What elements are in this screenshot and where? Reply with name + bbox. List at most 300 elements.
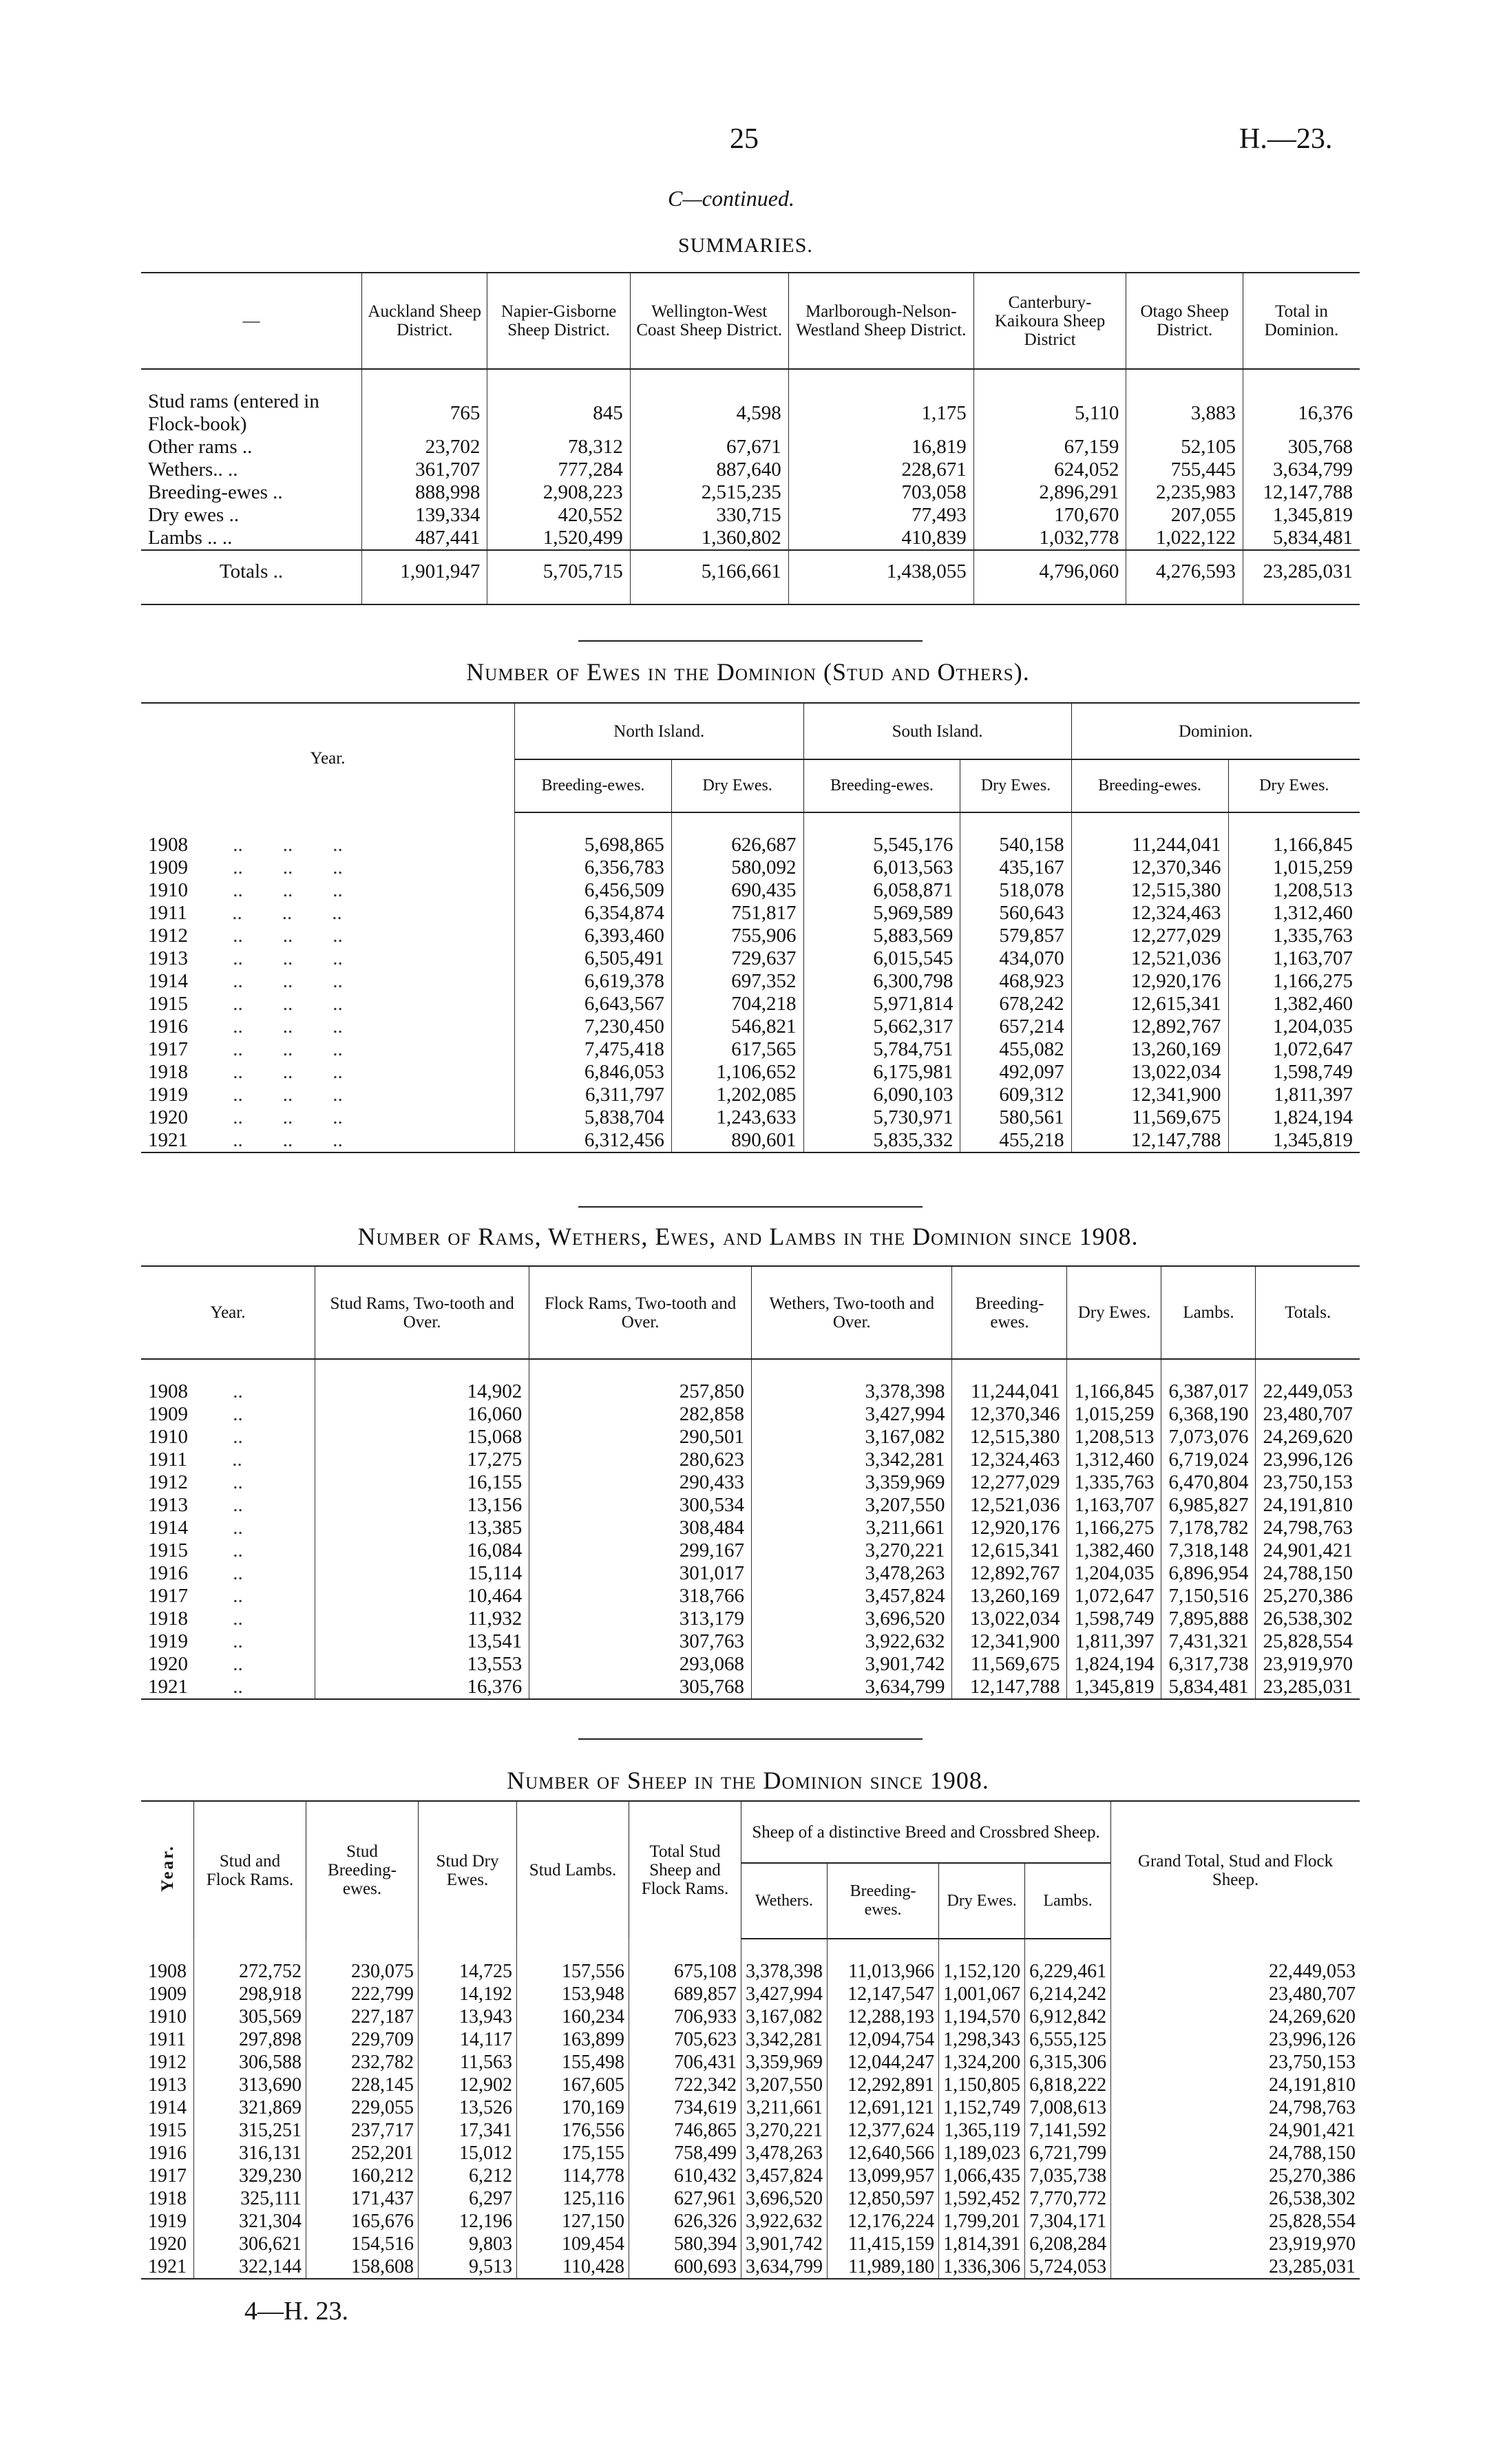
document-reference: H.—23. (1239, 123, 1333, 155)
cell-value: 26,538,302 (1111, 2187, 1360, 2210)
cell-value: 703,058 (788, 481, 973, 504)
year-label: 1914 (148, 2097, 187, 2118)
flock-rams-header: Flock Rams, Two-tooth and Over. (529, 1266, 752, 1359)
cell-value: 6,619,378 (515, 970, 672, 993)
cell-value: 7,304,171 (1025, 2210, 1111, 2233)
cell-value: 306,588 (194, 2051, 306, 2074)
cell-value: 560,643 (960, 902, 1071, 925)
cell-value: 1,072,647 (1228, 1038, 1360, 1061)
cell-value: 1,824,194 (1067, 1653, 1161, 1676)
cell-value: 1,811,397 (1067, 1630, 1161, 1653)
cell-value: 167,605 (517, 2074, 629, 2096)
page-header (0, 123, 1496, 164)
cell-value: 7,770,772 (1025, 2187, 1111, 2210)
grand-total-header: Grand Total, Stud and Flock Sheep. (1111, 1801, 1360, 1939)
table-row (141, 2005, 1360, 2028)
leader-dots: .. .. .. (188, 1038, 343, 1060)
cell-value: 1,066,435 (939, 2165, 1025, 2187)
cell-value: 25,270,386 (1256, 1585, 1360, 1608)
cell-value: 22,449,053 (1256, 1380, 1360, 1403)
leader-dots: .. (188, 1380, 243, 1402)
cell-value: 3,457,824 (752, 1585, 952, 1608)
cell-value: 11,569,675 (1071, 1106, 1228, 1129)
cell-value: 361,707 (362, 459, 487, 481)
year-label: 1919 (148, 1630, 188, 1652)
cell-value: 171,437 (306, 2187, 419, 2210)
cell-value: 17,341 (419, 2119, 517, 2142)
ewes-table (141, 702, 1360, 1153)
cell-value: 626,326 (629, 2210, 741, 2233)
cell-value: 24,191,810 (1256, 1494, 1360, 1517)
cell-value: 23,285,031 (1256, 1676, 1360, 1699)
header-auckland: Auckland Sheep District. (362, 273, 487, 369)
cell-value: 12,147,547 (828, 1983, 939, 2005)
cell-value: 5,662,317 (803, 1015, 960, 1038)
cell-value: 26,538,302 (1256, 1608, 1360, 1630)
cell-value: 15,068 (315, 1426, 529, 1449)
cell-value: 546,821 (671, 1015, 803, 1038)
cell-value: 13,099,957 (828, 2165, 939, 2187)
table-row (141, 459, 1360, 481)
table-row (141, 1539, 1360, 1562)
cell-value: 1,150,805 (939, 2074, 1025, 2096)
cell-value: 1,243,633 (671, 1106, 803, 1129)
cell-value: 14,902 (315, 1380, 529, 1403)
cell-value: 329,230 (194, 2165, 306, 2187)
cell-value: 690,435 (671, 879, 803, 902)
cell-value: 3,922,632 (741, 2210, 828, 2233)
cell-value: 6,175,981 (803, 1061, 960, 1084)
cell-value: 579,857 (960, 925, 1071, 947)
table-row (141, 2142, 1360, 2165)
leader-dots: .. .. .. (188, 1084, 343, 1106)
year-cell (141, 2074, 194, 2096)
cell-value: 7,073,076 (1161, 1426, 1256, 1449)
cell-value: 237,717 (306, 2119, 419, 2142)
cell-value: 1,324,200 (939, 2051, 1025, 2074)
cell-value: 624,052 (973, 459, 1126, 481)
stud-dry-ewes-header: Stud Dry Ewes. (419, 1801, 517, 1939)
cell-value: 12,521,036 (1071, 947, 1228, 970)
cell-value: 315,251 (194, 2119, 306, 2142)
cell-value: 1,208,513 (1228, 879, 1360, 902)
cell-value: 1,799,201 (939, 2210, 1025, 2233)
leader-dots: .. (188, 1562, 243, 1584)
cell-value: 13,156 (315, 1494, 529, 1517)
cell-value: 305,768 (529, 1676, 752, 1699)
header-wellington: Wellington-West Coast Sheep District. (630, 273, 788, 369)
cell-value: 1,194,570 (939, 2005, 1025, 2028)
cell-value: 3,342,281 (741, 2028, 828, 2051)
year-label: 1909 (148, 1403, 188, 1425)
year-label: 1913 (148, 947, 188, 969)
cell-value: 13,943 (419, 2005, 517, 2028)
leader-dots: .. (188, 1630, 243, 1652)
cell-value: 12,292,891 (828, 2074, 939, 2096)
cell-value: 127,150 (517, 2210, 629, 2233)
cell-value: 1,336,306 (939, 2255, 1025, 2279)
table-row (141, 2187, 1360, 2210)
year-cell (141, 1449, 315, 1471)
cell-value: 13,526 (419, 2096, 517, 2119)
cell-value: 1,382,460 (1228, 993, 1360, 1015)
cell-value: 230,075 (306, 1960, 419, 1983)
cell-value: 3,378,398 (752, 1380, 952, 1403)
ewes-table-title: Number of Ewes in the Dominion (Stud and Others). (466, 658, 1030, 686)
total-value: 1,438,055 (788, 550, 973, 604)
cell-value: 306,621 (194, 2233, 306, 2255)
ni-breeding-header: Breeding-ewes. (515, 759, 672, 812)
continued-label: C—continued. (668, 186, 794, 211)
cell-value: 13,260,169 (1071, 1038, 1228, 1061)
total-value: 1,901,947 (362, 550, 487, 604)
total-value: 5,705,715 (487, 550, 630, 604)
cell-value: 6,470,804 (1161, 1471, 1256, 1494)
year-header: Year. (141, 1801, 194, 1939)
cell-value: 755,906 (671, 925, 803, 947)
cell-value: 257,850 (529, 1380, 752, 1403)
lambs-header: Lambs. (1161, 1266, 1256, 1359)
cell-value: 1,189,023 (939, 2142, 1025, 2165)
cell-value: 301,017 (529, 1562, 752, 1585)
year-label: 1908 (148, 1961, 187, 1982)
cell-value: 23,750,153 (1111, 2051, 1360, 2074)
cell-value: 12,370,346 (1071, 856, 1228, 879)
cell-value: 3,883 (1126, 390, 1243, 436)
cell-value: 12,615,341 (1071, 993, 1228, 1015)
cell-value: 229,055 (306, 2096, 419, 2119)
cell-value: 282,858 (529, 1403, 752, 1426)
cell-value: 313,690 (194, 2074, 306, 2096)
cell-value: 12,920,176 (952, 1517, 1067, 1539)
cell-value: 114,778 (517, 2165, 629, 2187)
year-cell (141, 2233, 194, 2255)
cell-value: 675,108 (629, 1960, 741, 1983)
cell-value: 1,152,120 (939, 1960, 1025, 1983)
cell-value: 1,598,749 (1228, 1061, 1360, 1084)
cell-value: 2,235,983 (1126, 481, 1243, 504)
cell-value: 158,608 (306, 2255, 419, 2279)
cell-value: 6,214,242 (1025, 1983, 1111, 2005)
cell-value: 3,270,221 (752, 1539, 952, 1562)
year-label: 1921 (148, 2256, 187, 2277)
cell-value: 3,167,082 (752, 1426, 952, 1449)
cell-value: 888,998 (362, 481, 487, 504)
table-row (141, 2096, 1360, 2119)
row-label: Dry ewes .. (148, 504, 240, 526)
cell-value: 14,192 (419, 1983, 517, 2005)
leader-dots: .. (188, 1426, 243, 1448)
cell-value: 5,969,589 (803, 902, 960, 925)
cell-value: 297,898 (194, 2028, 306, 2051)
cell-value: 12,640,566 (828, 2142, 939, 2165)
cell-value: 222,799 (306, 1983, 419, 2005)
table-row (141, 1106, 1360, 1129)
cell-value: 6,229,461 (1025, 1960, 1111, 1983)
cell-value: 12,147,788 (1071, 1129, 1228, 1152)
cell-value: 52,105 (1126, 436, 1243, 459)
year-cell (141, 1608, 315, 1630)
cell-value: 160,234 (517, 2005, 629, 2028)
cell-value: 12,515,380 (1071, 879, 1228, 902)
cell-value: 706,431 (629, 2051, 741, 2074)
cell-value: 12,147,788 (1243, 481, 1360, 504)
year-cell (141, 1653, 315, 1676)
table-row (141, 2255, 1360, 2279)
cell-value: 3,427,994 (752, 1403, 952, 1426)
cell-value: 3,696,520 (741, 2187, 828, 2210)
cell-value: 16,155 (315, 1471, 529, 1494)
cell-value: 758,499 (629, 2142, 741, 2165)
cell-value: 1,022,122 (1126, 527, 1243, 550)
year-label: 1910 (148, 2006, 187, 2028)
table-row (141, 970, 1360, 993)
table-row (141, 947, 1360, 970)
cell-value: 125,116 (517, 2187, 629, 2210)
year-cell (141, 1471, 315, 1494)
cell-value: 11,013,966 (828, 1960, 939, 1983)
cell-value: 13,022,034 (952, 1608, 1067, 1630)
cell-value: 5,110 (973, 390, 1126, 436)
cell-value: 157,556 (517, 1960, 629, 1983)
leader-dots: .. .. .. (188, 993, 343, 1015)
cell-value: 1,202,085 (671, 1084, 803, 1106)
year-cell (141, 2187, 194, 2210)
cell-value: 7,431,321 (1161, 1630, 1256, 1653)
year-cell (141, 1585, 315, 1608)
cell-value: 16,060 (315, 1403, 529, 1426)
table-row (141, 1630, 1360, 1653)
cell-value: 5,545,176 (803, 834, 960, 856)
stud-lambs-header: Stud Lambs. (517, 1801, 629, 1939)
cell-value: 6,643,567 (515, 993, 672, 1015)
cell-value: 290,501 (529, 1426, 752, 1449)
cell-value: 6,013,563 (803, 856, 960, 879)
year-cell (141, 1676, 315, 1699)
cell-value: 1,382,460 (1067, 1539, 1161, 1562)
year-label: 1915 (148, 1539, 188, 1561)
cell-value: 176,556 (517, 2119, 629, 2142)
cell-value: 9,803 (419, 2233, 517, 2255)
cell-value: 580,561 (960, 1106, 1071, 1129)
cell-value: 6,354,874 (515, 902, 672, 925)
year-cell (141, 925, 515, 947)
cell-value: 16,376 (1243, 390, 1360, 436)
table-row (141, 1129, 1360, 1152)
cell-value: 7,141,592 (1025, 2119, 1111, 2142)
cell-value: 12,196 (419, 2210, 517, 2233)
leader-dots: .. (188, 1403, 243, 1425)
table-row (141, 1403, 1360, 1426)
cell-value: 887,640 (630, 459, 788, 481)
cell-value: 12,515,380 (952, 1426, 1067, 1449)
divider (578, 1206, 923, 1208)
year-cell (141, 2051, 194, 2074)
cell-value: 11,244,041 (952, 1380, 1067, 1403)
year-label: 1915 (148, 2120, 187, 2141)
cell-value: 12,615,341 (952, 1539, 1067, 1562)
cell-value: 16,084 (315, 1539, 529, 1562)
cell-value: 729,637 (671, 947, 803, 970)
cell-value: 22,449,053 (1111, 1960, 1360, 1983)
cell-value: 12,147,788 (952, 1676, 1067, 1699)
cell-value: 14,117 (419, 2028, 517, 2051)
year-label: 1913 (148, 1494, 188, 1516)
cell-value: 12,094,754 (828, 2028, 939, 2051)
cell-value: 175,155 (517, 2142, 629, 2165)
cell-value: 434,070 (960, 947, 1071, 970)
cell-value: 6,356,783 (515, 856, 672, 879)
cell-value: 6,456,509 (515, 879, 672, 902)
cell-value: 3,427,994 (741, 1983, 828, 2005)
cell-value: 7,318,148 (1161, 1539, 1256, 1562)
cell-value: 1,365,119 (939, 2119, 1025, 2142)
cell-value: 518,078 (960, 879, 1071, 902)
blank-header: — (141, 273, 362, 369)
year-label: 1917 (148, 2165, 187, 2187)
table-row (141, 1585, 1360, 1608)
year-label: 1910 (148, 1426, 188, 1448)
cell-value: 160,212 (306, 2165, 419, 2187)
cell-value: 6,015,545 (803, 947, 960, 970)
cell-value: 3,634,799 (752, 1676, 952, 1699)
year-cell (141, 1106, 515, 1129)
cell-value: 5,730,971 (803, 1106, 960, 1129)
cell-value: 455,082 (960, 1038, 1071, 1061)
cell-value: 7,178,782 (1161, 1517, 1256, 1539)
leader-dots: .. .. .. (188, 1129, 343, 1151)
cell-value: 3,342,281 (752, 1449, 952, 1471)
year-label: 1911 (148, 2029, 186, 2050)
leader-dots: .. (188, 1608, 243, 1630)
cell-value: 6,311,797 (515, 1084, 672, 1106)
year-label: 1909 (148, 1983, 187, 2005)
cell-value: 1,814,391 (939, 2233, 1025, 2255)
cell-value: 580,394 (629, 2233, 741, 2255)
cell-value: 24,798,763 (1256, 1517, 1360, 1539)
table-row (141, 1449, 1360, 1471)
stud-breeding-ewes-header: Stud Breeding-ewes. (306, 1801, 419, 1939)
cell-value: 609,312 (960, 1084, 1071, 1106)
table-row (141, 1426, 1360, 1449)
year-cell (141, 970, 515, 993)
table-row (141, 390, 1360, 436)
cell-value: 6,387,017 (1161, 1380, 1256, 1403)
cell-value: 24,798,763 (1111, 2096, 1360, 2119)
cell-value: 11,244,041 (1071, 834, 1228, 856)
cell-value: 316,131 (194, 2142, 306, 2165)
cell-value: 3,270,221 (741, 2119, 828, 2142)
table-row (141, 2210, 1360, 2233)
cell-value: 657,214 (960, 1015, 1071, 1038)
year-label: 1920 (148, 1106, 188, 1128)
cell-value: 2,896,291 (973, 481, 1126, 504)
cell-value: 5,971,814 (803, 993, 960, 1015)
year-label: 1916 (148, 1015, 188, 1038)
table-row (141, 2119, 1360, 2142)
cell-value: 1,520,499 (487, 527, 630, 550)
cell-value: 12,377,624 (828, 2119, 939, 2142)
distinctive-breed-header: Sheep of a distinctive Breed and Crossbred Sheep. (741, 1801, 1111, 1863)
cell-value: 308,484 (529, 1517, 752, 1539)
table-row (141, 527, 1360, 550)
cell-value: 5,784,751 (803, 1038, 960, 1061)
cell-value: 1,208,513 (1067, 1426, 1161, 1449)
cell-value: 765 (362, 390, 487, 436)
year-label: 1914 (148, 1517, 188, 1539)
leader-dots: .. (188, 1471, 243, 1493)
cell-value: 24,901,421 (1256, 1539, 1360, 1562)
cell-value: 290,433 (529, 1471, 752, 1494)
cell-value: 155,498 (517, 2051, 629, 2074)
cell-value: 6,208,284 (1025, 2233, 1111, 2255)
year-header: Year. (141, 703, 515, 812)
cell-value: 12,850,597 (828, 2187, 939, 2210)
leader-dots: .. .. .. (188, 1106, 343, 1128)
cell-value: 227,187 (306, 2005, 419, 2028)
cell-value: 7,008,613 (1025, 2096, 1111, 2119)
cell-value: 722,342 (629, 2074, 741, 2096)
cell-value: 6,317,738 (1161, 1653, 1256, 1676)
cell-value: 25,270,386 (1111, 2165, 1360, 2187)
cell-value: 12,277,029 (952, 1471, 1067, 1494)
cell-value: 3,378,398 (741, 1960, 828, 1983)
cell-value: 232,782 (306, 2051, 419, 2074)
table-row (141, 902, 1360, 925)
cell-value: 12,892,767 (1071, 1015, 1228, 1038)
cell-value: 6,912,842 (1025, 2005, 1111, 2028)
cell-value: 6,505,491 (515, 947, 672, 970)
table-row (141, 1653, 1360, 1676)
cell-value: 305,569 (194, 2005, 306, 2028)
year-cell (141, 1562, 315, 1585)
table-row (141, 1471, 1360, 1494)
table-row (141, 2233, 1360, 2255)
cell-value: 110,428 (517, 2255, 629, 2279)
cell-value: 25,828,554 (1256, 1630, 1360, 1653)
cell-value: 11,989,180 (828, 2255, 939, 2279)
dom-breeding-header: Breeding-ewes. (1071, 759, 1228, 812)
north-island-header: North Island. (515, 703, 804, 759)
cell-value: 23,702 (362, 436, 487, 459)
leader-dots: .. .. .. (188, 1015, 343, 1038)
leader-dots: .. (188, 1676, 243, 1698)
leader-dots: .. .. .. (187, 902, 342, 924)
cell-value: 78,312 (487, 436, 630, 459)
dry-ewes-header: Dry Ewes. (1067, 1266, 1161, 1359)
year-cell (141, 1494, 315, 1517)
cell-value: 617,565 (671, 1038, 803, 1061)
cell-value: 3,211,661 (741, 2096, 828, 2119)
row-label: Lambs .. .. (148, 527, 233, 549)
sheep-table-title: Number of Sheep in the Dominion since 1908. (507, 1767, 989, 1794)
summaries-table (141, 272, 1360, 605)
year-cell (141, 2255, 194, 2279)
year-cell (141, 2142, 194, 2165)
header-marlborough: Marlborough-Nelson-Westland Sheep District. (788, 273, 973, 369)
cell-value: 1,204,035 (1067, 1562, 1161, 1585)
year-cell (141, 2096, 194, 2119)
table-row (141, 1380, 1360, 1403)
cell-value: 321,304 (194, 2210, 306, 2233)
cell-value: 12,044,247 (828, 2051, 939, 2074)
cell-value: 7,230,450 (515, 1015, 672, 1038)
year-cell (141, 834, 515, 856)
cell-value: 12,691,121 (828, 2096, 939, 2119)
leader-dots: .. .. .. (188, 970, 343, 992)
table-row (141, 1562, 1360, 1585)
year-label: 1919 (148, 2211, 187, 2232)
